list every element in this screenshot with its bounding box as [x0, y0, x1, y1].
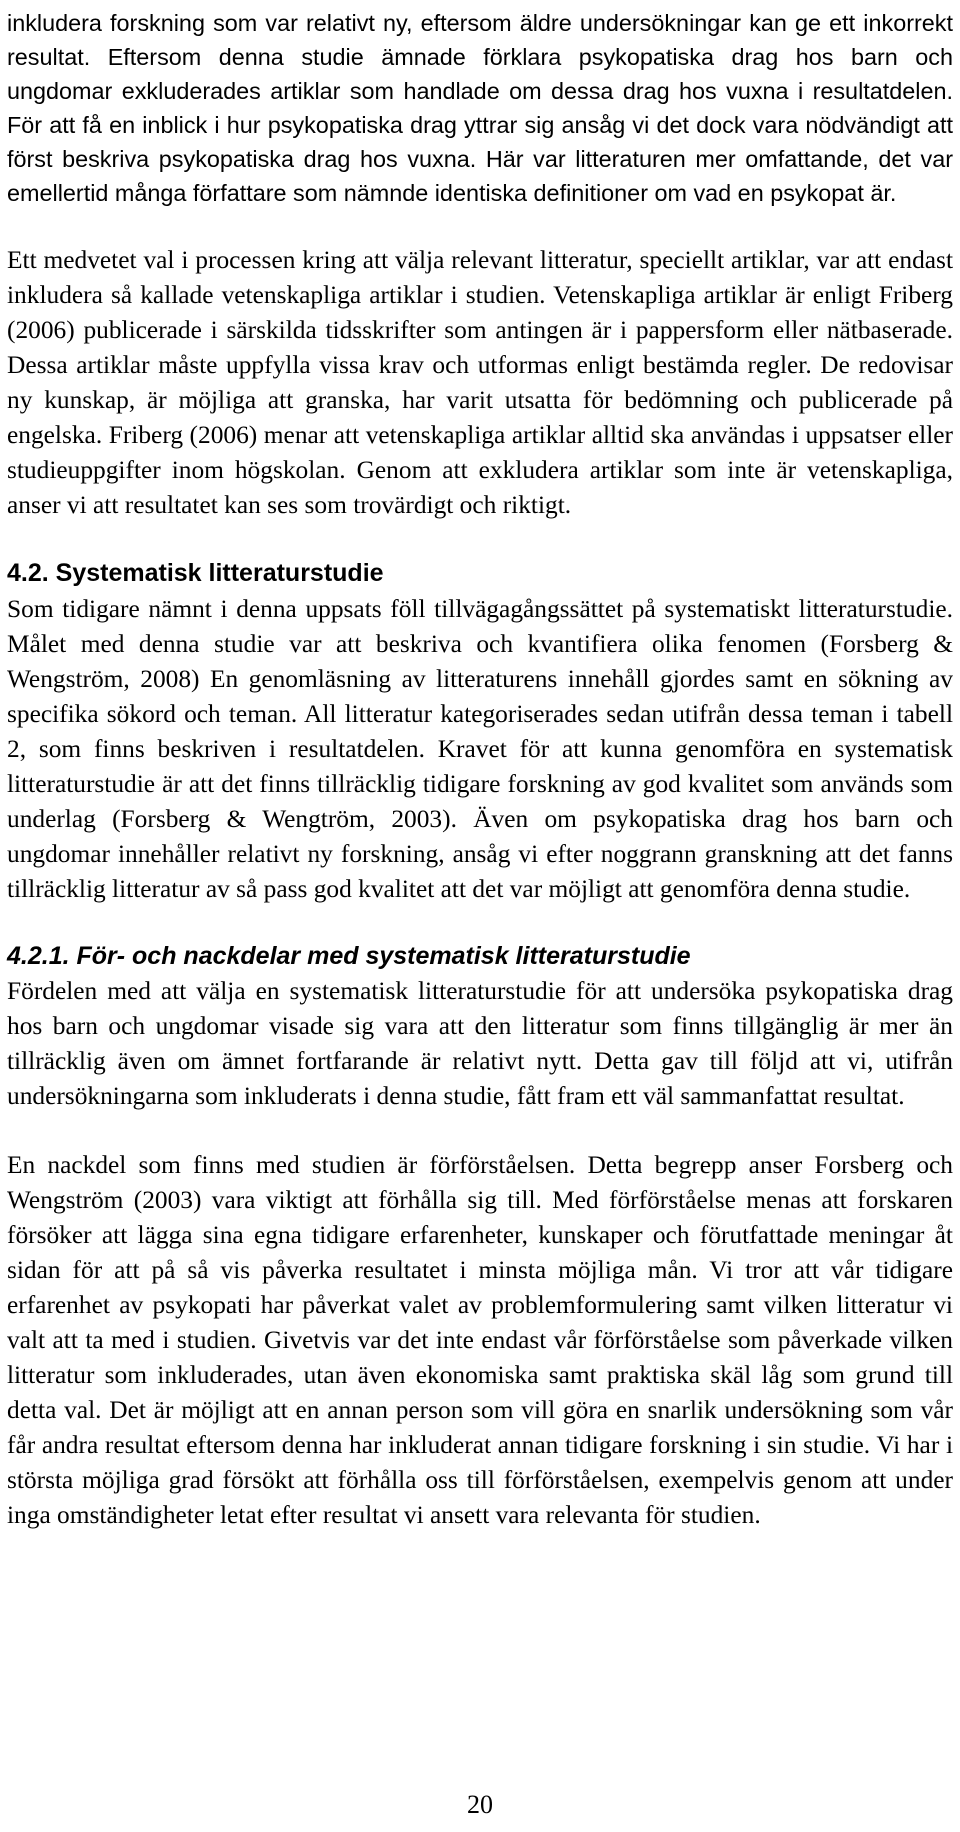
section-heading: 4.2. Systematisk litteraturstudie	[7, 559, 384, 587]
advantage-paragraph: Fördelen med att välja en systematisk litteraturstudie för att undersöka psykopatiska drag hos barn och ungdomar visade sig vara att den litteratur som finns tillgänglig är mer än tillräcklig även om ämnet fortfarande är relativt nytt. Detta gav till följd att vi, utifrån undersökningarna som inkluderats i denna studie, fått fram ett väl sammanfattat resultat.	[7, 977, 953, 1110]
page-number: 20	[467, 1790, 493, 1819]
selection-paragraph: Ett medvetet val i processen kring att välja relevant litteratur, speciellt artiklar, var att endast inkludera så kallade vetenskapliga artiklar i studien. Vetenskapliga artiklar är enligt Friberg (2006) publicerade i särskilda tidsskrifter som antingen är i pappersform eller nätbaserade. Dessa artiklar måste uppfylla vissa krav och utformas enligt bestämda regler. De redovisar ny kunskap, är möjliga att granska, har varit utsatta för bedömning och publicerade på engelska. Friberg (2006) menar att vetenskapliga artiklar alltid ska användas i uppsatser eller studieuppgifter inom högskolan. Genom att exkludera artiklar som inte är vetenskapliga, anser vi att resultatet kan ses som trovärdigt och riktigt.	[7, 246, 953, 519]
disadvantage-paragraph: En nackdel som finns med studien är förförståelsen. Detta begrepp anser Forsberg och Wengström (2003) vara viktigt att förhålla sig till. Med förförståelse menas att forskaren försöker att lägga sina egna tidigare erfarenheter, kunskaper och förutfattade meningar åt sidan för att på så vis påverka resultatet i minsta möjliga mån. Vi tror att vår tidigare erfarenhet av psykopati har påverkat valet av problemformulering samt vilken litteratur vi valt att ta med i studien. Givetvis var det inte endast vår förförståelse som påverkade vilken litteratur som inkluderades, utan även ekonomiska samt praktiska skäl låg som grund till detta val. Det är möjligt att en annan person som vill göra en snarlik undersökning som vår får andra resultat eftersom denna har inkluderat annan tidigare forskning i sin studie. Vi har i största möjliga grad försökt att förhålla oss till förförståelsen, exempelvis genom att under inga omständigheter letat efter resultat vi ansett vara relevanta för studien.	[7, 1151, 953, 1529]
systematic-paragraph: Som tidigare nämnt i denna uppsats föll tillvägagångssättet på systematiskt litteraturstudie. Målet med denna studie var att beskriva och kvantifiera olika fenomen (Forsberg & Wengström, 2008) En genomläsning av litteraturens innehåll gjordes samt en sökning av specifika sökord och teman. All litteratur kategoriserades sedan utifrån dessa teman i tabell 2, som finns beskriven i resultatdelen. Kravet för att kunna genomföra en systematisk litteraturstudie är att det finns tillräcklig tidigare forskning av god kvalitet som används som underlag (Forsberg & Wengtröm, 2003). Även om psykopatiska drag hos barn och ungdomar innehåller relativt ny forskning, ansåg vi efter noggrann granskning att det fanns tillräcklig litteratur av så pass god kvalitet att det var möjligt att genomföra denna studie.	[7, 595, 953, 903]
subsection-heading: 4.2.1. För- och nackdelar med systematisk litteraturstudie	[7, 942, 691, 970]
intro-paragraph: inkludera forskning som var relativt ny, eftersom äldre undersökningar kan ge ett inkorrekt resultat. Eftersom denna studie ämnade förklara psykopatiska drag hos barn och ungdomar exkluderades artiklar som handlade om dessa drag hos vuxna i resultatdelen. För att få en inblick i hur psykopatiska drag yttrar sig ansåg vi det dock vara nödvändigt att först beskriva psykopatiska drag hos vuxna. Här var litteraturen mer omfattande, det var emellertid många författare som nämnde identiska definitioner om vad en psykopat är.	[7, 10, 953, 206]
document-page	[7, 0, 953, 1533]
